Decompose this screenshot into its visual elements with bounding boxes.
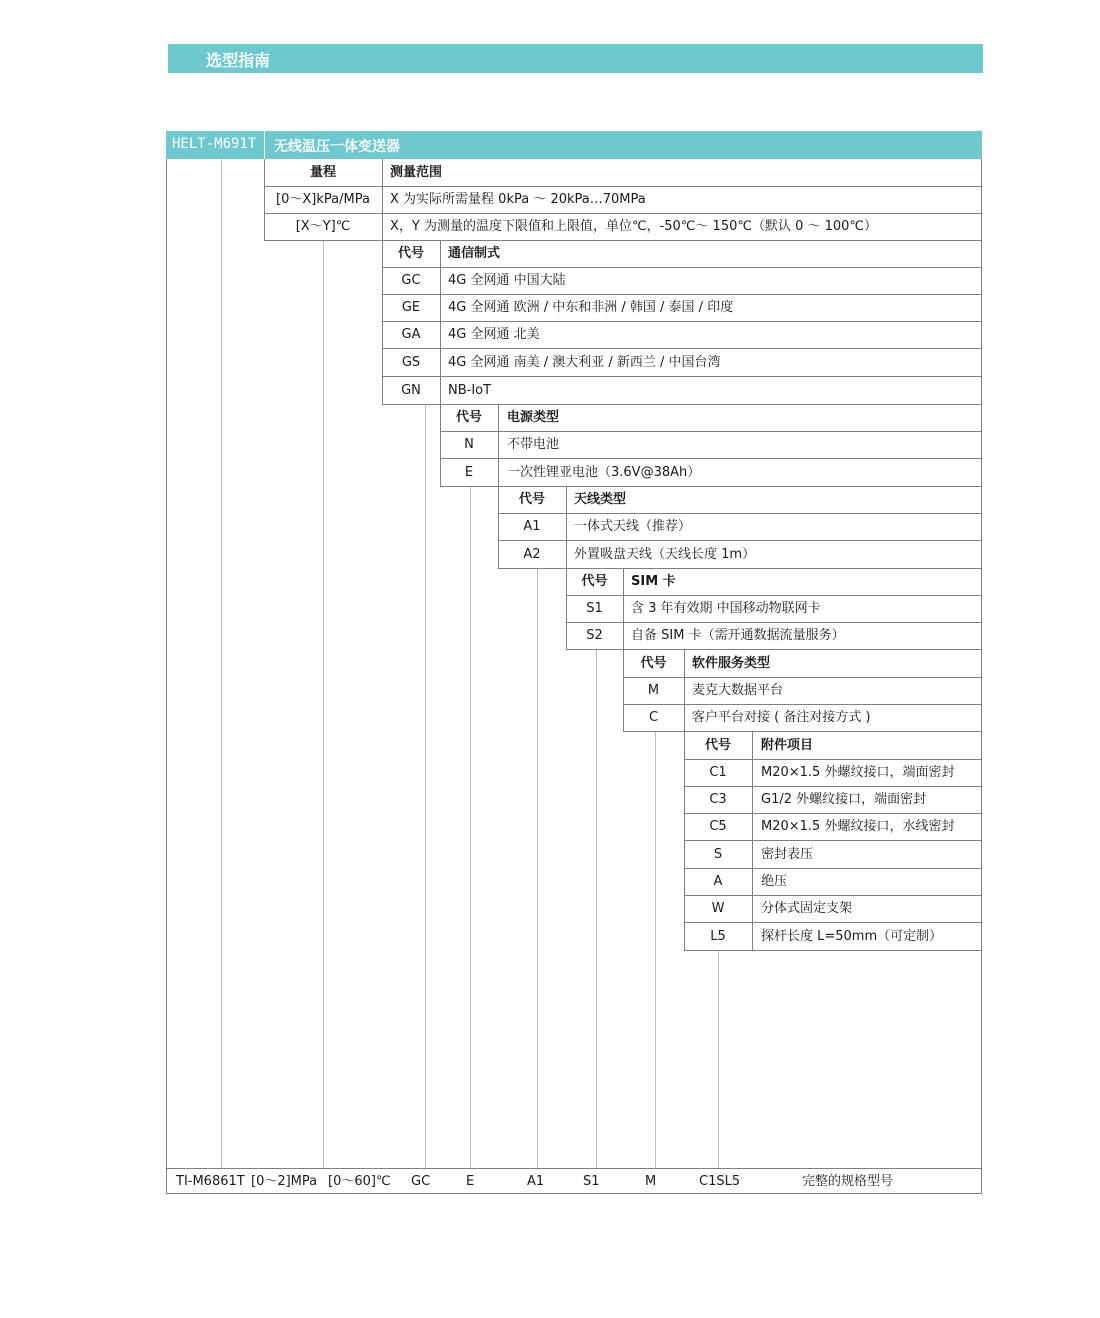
accessory-code-header: 代号 (704, 738, 731, 753)
sim-code-header: 代号 (581, 574, 608, 589)
comm-code-header: 代号 (397, 246, 424, 261)
product-name: 无线温压一体变送器 (274, 139, 400, 155)
range-code: [X～Y]℃ (295, 219, 351, 234)
col-line (382, 159, 383, 241)
row-line (264, 240, 982, 241)
accessory-desc: 探杆长度 L=50mm（可定制） (761, 929, 943, 944)
software-code-header: 代号 (640, 656, 667, 671)
comm-desc: NB-IoT (448, 383, 492, 398)
software-desc: 客户平台对接 ( 备注对接方式 ) (692, 710, 871, 725)
guide-line-sim (596, 649, 597, 1168)
col-line (752, 731, 753, 950)
col-line (623, 568, 624, 649)
col-line (498, 404, 499, 486)
example-temp: [0～60]℃ (328, 1174, 391, 1189)
guide-line-range (323, 241, 324, 1168)
software-desc-header: 软件服务类型 (692, 656, 771, 671)
comm-desc-header: 通信制式 (448, 246, 501, 261)
comm-code: GA (401, 327, 421, 342)
range-desc-header: 测量范围 (390, 165, 443, 180)
guide-line-accessory (718, 950, 719, 1168)
sim-code: S2 (586, 628, 603, 643)
accessory-code: S (713, 847, 723, 862)
guide-line-software (655, 731, 656, 1168)
table-header (166, 131, 982, 159)
antenna-desc-header: 天线类型 (574, 492, 627, 507)
example-accessory: C1SL5 (699, 1174, 741, 1189)
accessory-code: C3 (709, 792, 727, 807)
accessory-desc: 密封表压 (761, 847, 814, 862)
comm-desc: 4G 全网通 南美 / 澳大利亚 / 新西兰 / 中国台湾 (448, 355, 721, 370)
example-sim: S1 (583, 1174, 600, 1189)
accessory-code: W (711, 901, 725, 916)
row-line (498, 513, 982, 514)
antenna-code: A2 (523, 547, 541, 562)
range-code: [0～X]kPa/MPa (276, 192, 370, 207)
accessory-code: L5 (710, 929, 726, 944)
row-line (684, 950, 982, 951)
comm-code: GS (401, 355, 421, 370)
col-line (684, 649, 685, 731)
power-code: N (464, 437, 474, 452)
accessory-code: C1 (709, 765, 727, 780)
col-line (566, 486, 567, 568)
selection-table (166, 131, 982, 1194)
sim-code: S1 (586, 601, 603, 616)
comm-desc: 4G 全网通 北美 (448, 327, 540, 342)
sim-desc: 自备 SIM 卡（需开通数据流量服务） (631, 628, 845, 643)
accessory-code: A (713, 874, 723, 889)
antenna-code: A1 (523, 519, 541, 534)
model-code: HELT-M691T (172, 136, 257, 152)
range-desc: X，Y 为测量的温度下限值和上限值，单位℃，-50℃～ 150℃（默认 0 ～ 100℃） (390, 219, 878, 234)
guide-line-comm (425, 404, 426, 1168)
example-power: E (466, 1174, 475, 1189)
sim-desc: 含 3 年有效期 中国移动物联网卡 (631, 601, 821, 616)
range-col-header: 量程 (309, 165, 336, 180)
guide-line-antenna (537, 568, 538, 1168)
power-desc-header: 电源类型 (507, 410, 560, 425)
range-desc: X 为实际所需量程 0kPa ～ 20kPa…70MPa (390, 192, 646, 207)
power-code-header: 代号 (455, 410, 482, 425)
accessory-desc: G1/2 外螺纹接口，端面密封 (761, 792, 927, 807)
power-code: E (464, 465, 474, 480)
software-code: C (648, 710, 659, 725)
example-antenna: A1 (527, 1174, 545, 1189)
comm-code: GN (401, 383, 421, 398)
accessory-desc: 绝压 (761, 874, 788, 889)
guide-line-model (221, 159, 222, 1168)
example-label: 完整的规格型号 (802, 1174, 894, 1189)
comm-desc: 4G 全网通 欧洲 / 中东和非洲 / 韩国 / 泰国 / 印度 (448, 300, 734, 315)
comm-desc: 4G 全网通 中国大陆 (448, 273, 566, 288)
comm-code: GE (401, 300, 421, 315)
example-model: TI-M6861T (176, 1174, 245, 1189)
accessory-desc: 分体式固定支架 (761, 901, 853, 916)
accessory-desc-header: 附件项目 (761, 738, 814, 753)
antenna-desc: 一体式天线（推荐） (574, 519, 692, 534)
comm-code: GC (401, 273, 421, 288)
example-comm: GC (411, 1174, 431, 1189)
sim-desc-header: SIM 卡 (631, 574, 676, 589)
software-code: M (647, 683, 660, 698)
software-desc: 麦克大数据平台 (692, 683, 784, 698)
col-line (440, 240, 441, 404)
accessory-desc: M20×1.5 外螺纹接口，端面密封 (761, 765, 955, 780)
antenna-desc: 外置吸盘天线（天线长度 1m） (574, 547, 756, 562)
power-desc: 不带电池 (507, 437, 560, 452)
section-banner (168, 44, 983, 73)
power-desc: 一次性锂亚电池（3.6V@38Ah） (507, 465, 701, 480)
header-divider (264, 131, 265, 159)
example-software: M (645, 1174, 657, 1189)
accessory-desc: M20×1.5 外螺纹接口，水线密封 (761, 819, 955, 834)
accessory-code: C5 (709, 819, 727, 834)
banner-title: 选型指南 (206, 51, 271, 70)
guide-line-power (470, 486, 471, 1168)
antenna-code-header: 代号 (518, 492, 545, 507)
example-range: [0～2]MPa (251, 1174, 318, 1189)
